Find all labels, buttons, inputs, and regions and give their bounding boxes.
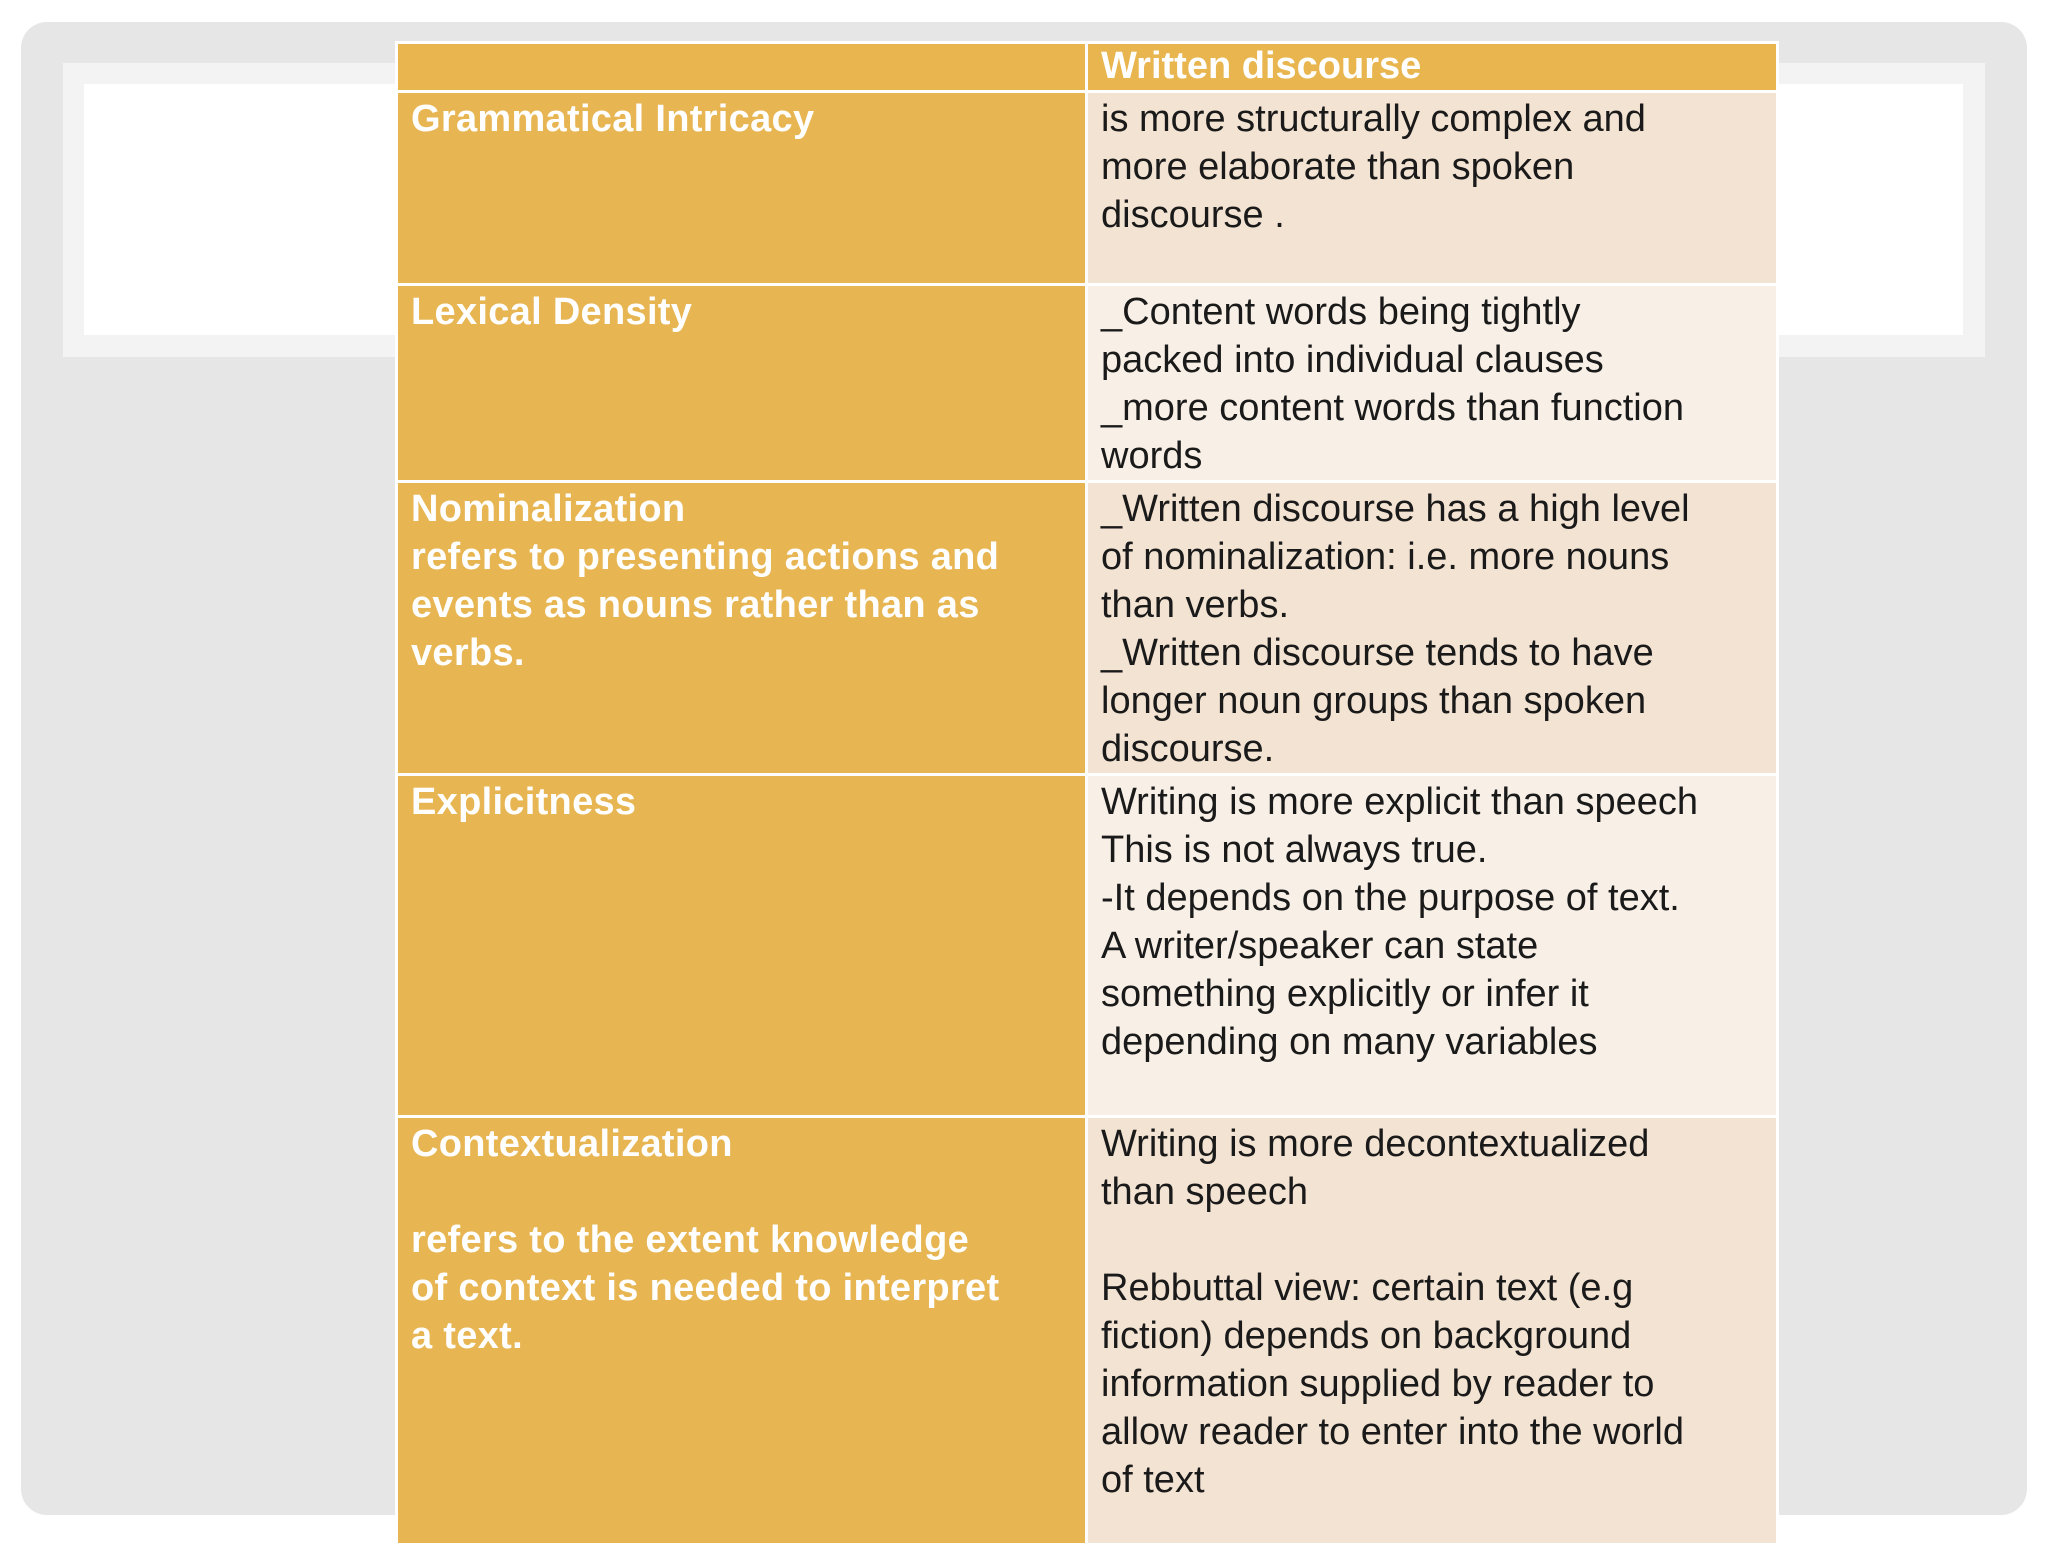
header-cell-written-discourse: Written discourse <box>1087 43 1778 92</box>
table-row <box>397 1117 1778 1545</box>
table-row <box>397 285 1778 482</box>
table-row <box>397 775 1778 1117</box>
row-label: Grammatical Intricacy <box>397 92 1087 285</box>
row-label: Nominalization refers to presenting actions and events as nouns rather than as verbs. <box>397 482 1087 775</box>
row-description: Writing is more explicit than speech This is not always true. -It depends on the purpose of text. A writer/speaker can state something explicitly or infer it depending on many variables <box>1087 775 1778 1117</box>
table-row <box>397 482 1778 775</box>
table-header-row <box>397 43 1778 92</box>
row-description: Writing is more decontextualized than speech Rebbuttal view: certain text (e.g fiction) depends on background information supplied by reader to allow reader to enter into the world of text <box>1087 1117 1778 1545</box>
comparison-table <box>395 41 1779 1546</box>
table-row <box>397 92 1778 285</box>
row-description: _Content words being tightly packed into individual clauses _more content words than function words <box>1087 285 1778 482</box>
row-label: Contextualization refers to the extent knowledge of context is needed to interpret a text. <box>397 1117 1087 1545</box>
row-label: Explicitness <box>397 775 1087 1117</box>
row-description: is more structurally complex and more elaborate than spoken discourse . <box>1087 92 1778 285</box>
row-description: _Written discourse has a high level of nominalization: i.e. more nouns than verbs. _Written discourse tends to have longer noun groups than spoken discourse. <box>1087 482 1778 775</box>
row-label: Lexical Density <box>397 285 1087 482</box>
header-cell-empty <box>397 43 1087 92</box>
